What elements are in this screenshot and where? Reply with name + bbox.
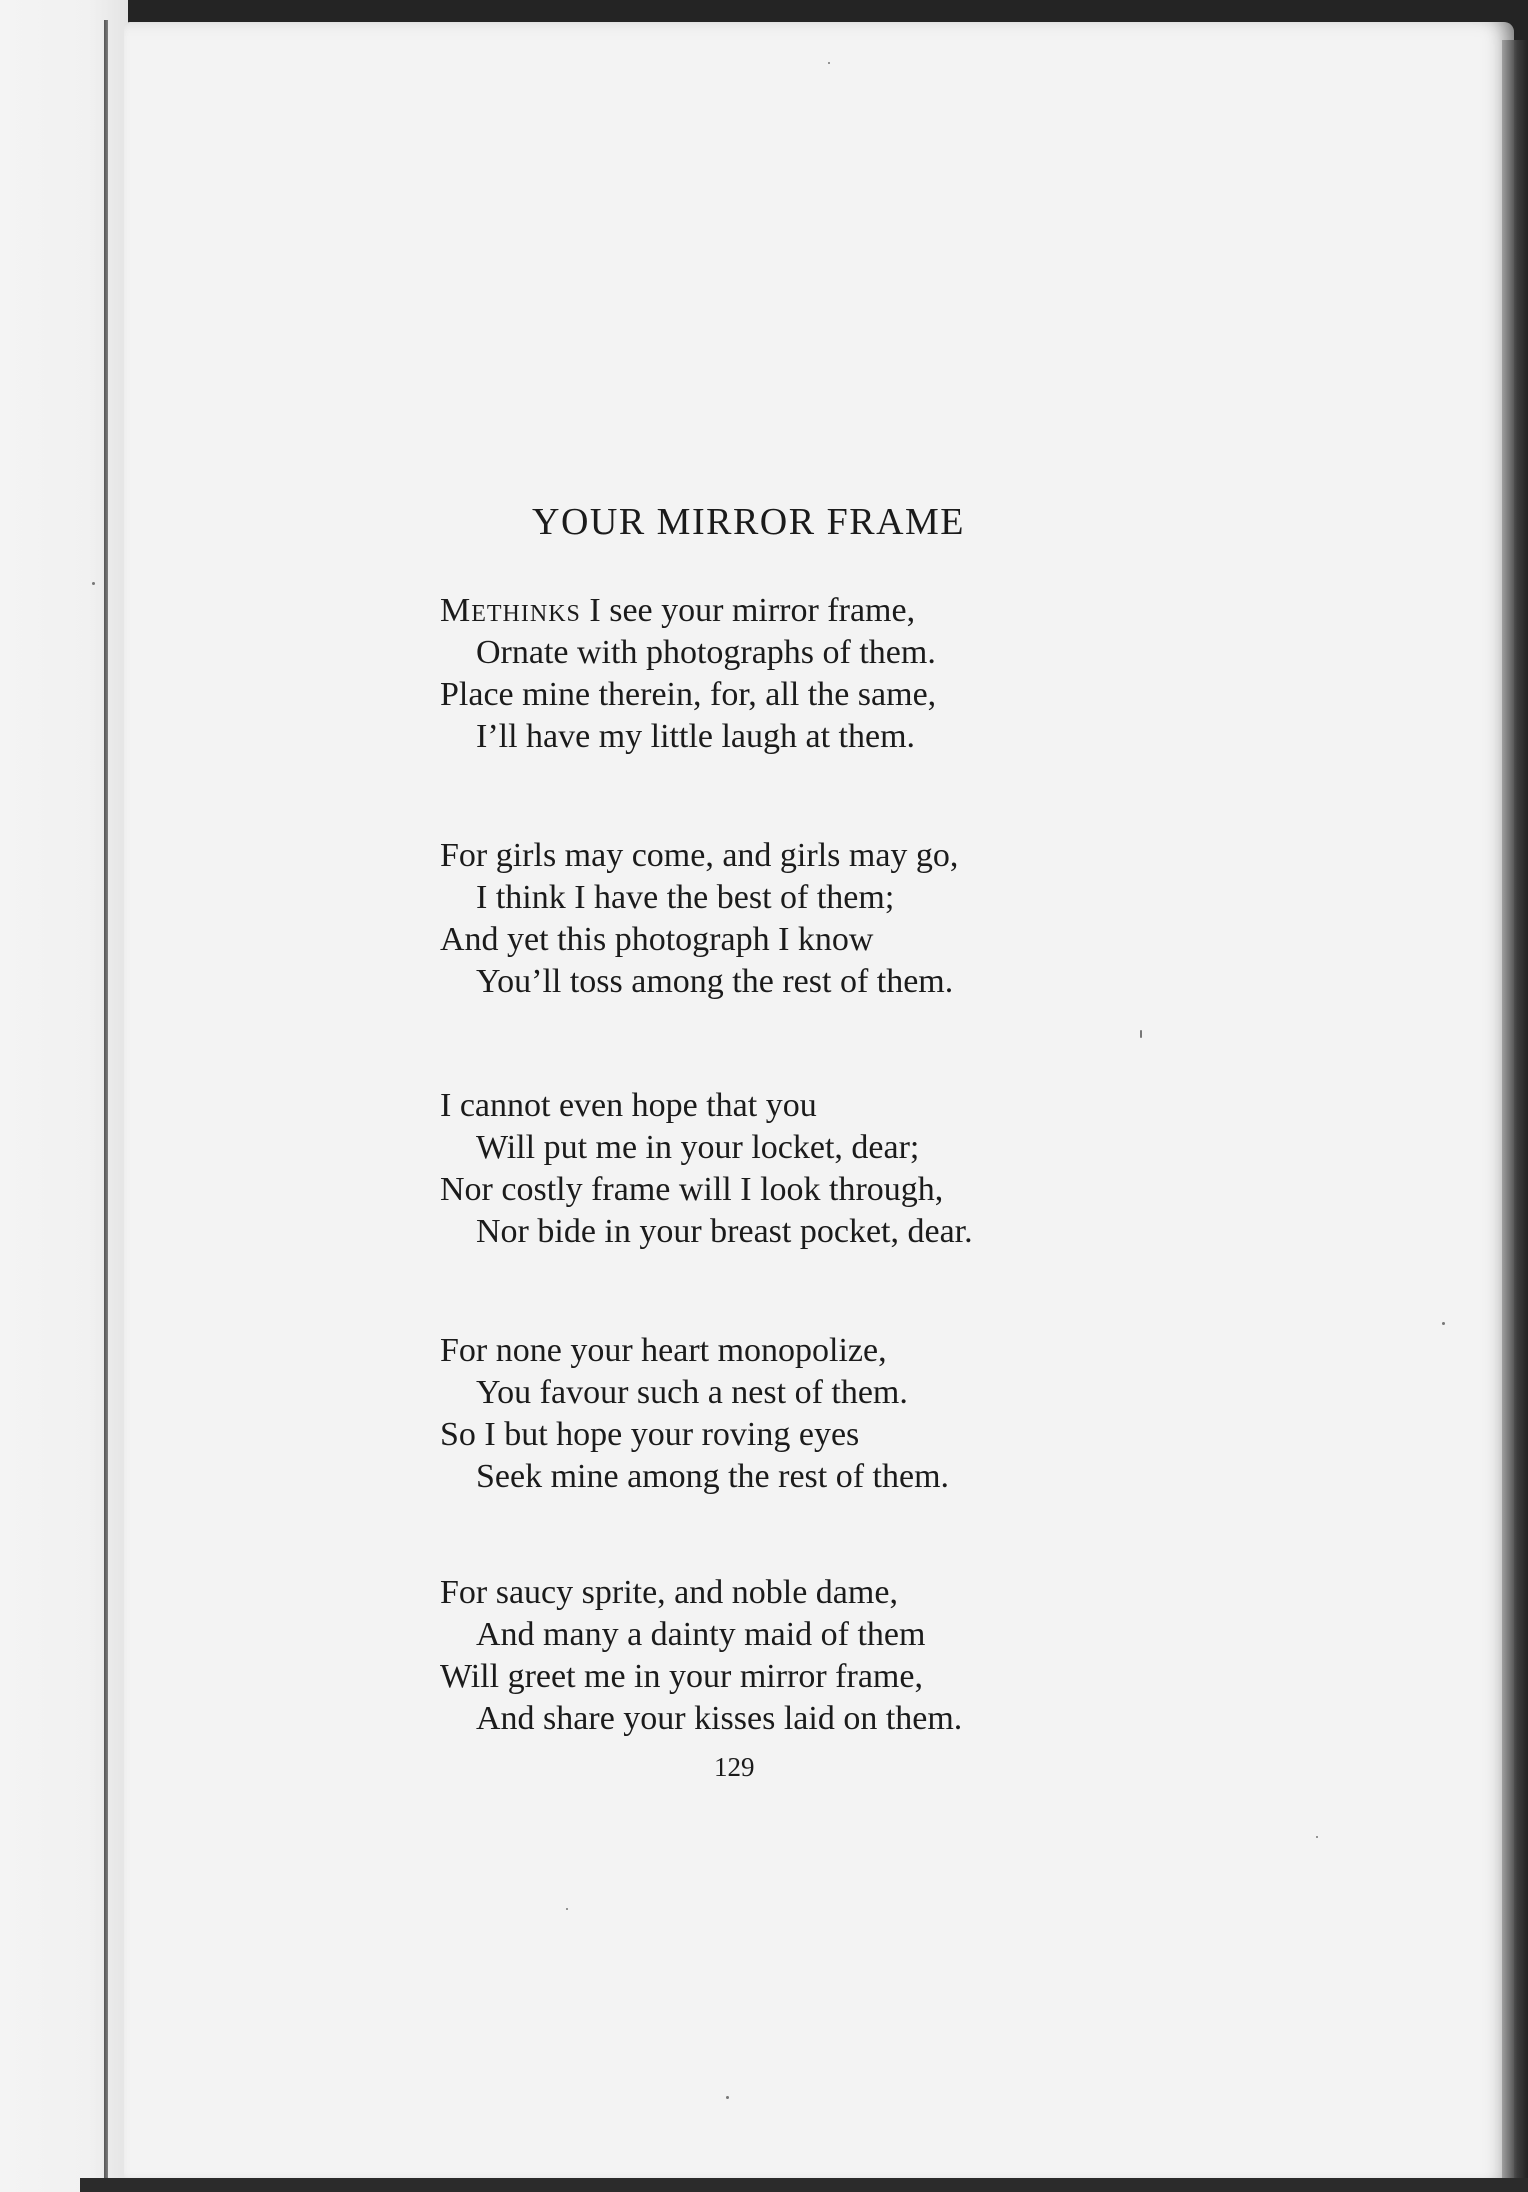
stanza-2 (440, 835, 1200, 1003)
poem-line: Seek mine among the rest of them. (476, 1458, 950, 1495)
poem-line: You’ll toss among the rest of them. (476, 963, 954, 1000)
stanza-3 (440, 1085, 1200, 1253)
poem-line: And yet this photograph I know (440, 921, 874, 958)
poem-line: And share your kisses laid on them. (476, 1700, 963, 1737)
poem-line: So I but hope your roving eyes (440, 1416, 860, 1453)
bottom-edge-shadow (80, 2178, 1528, 2192)
poem-line: For none your heart monopolize, (440, 1332, 887, 1369)
page-number: 129 (714, 1752, 755, 1782)
paper-speck (1442, 1322, 1445, 1325)
paper-speck (726, 2096, 729, 2099)
stanza-4 (440, 1330, 1200, 1498)
poem-title: YOUR MIRROR FRAME (532, 501, 966, 543)
opening-word: Methinks (440, 592, 581, 629)
page-fore-edge (1502, 40, 1528, 2192)
poem-line: I’ll have my little laugh at them. (476, 718, 916, 755)
book-gutter (104, 20, 108, 2180)
poem-line: Nor bide in your breast pocket, dear. (476, 1213, 973, 1250)
facing-page-edge (0, 0, 128, 2192)
poem-line: I cannot even hope that you (440, 1087, 817, 1124)
poem-line: For girls may come, and girls may go, (440, 837, 959, 874)
poem-line: You favour such a nest of them. (476, 1374, 908, 1411)
poem-line: Will greet me in your mirror frame, (440, 1658, 923, 1695)
paper-speck (1140, 1030, 1142, 1038)
poem-line: And many a dainty maid of them (476, 1616, 926, 1653)
poem-line: Nor costly frame will I look through, (440, 1171, 944, 1208)
paper-speck (828, 62, 830, 64)
poem-line: I think I have the best of them; (476, 879, 895, 916)
stanza-1 (440, 590, 1200, 758)
paper-speck (1316, 1836, 1318, 1838)
paper-speck (92, 582, 95, 585)
poem-line: Will put me in your locket, dear; (476, 1129, 920, 1166)
poem-line: Methinks I see your mirror frame, (440, 592, 916, 629)
poem-line: For saucy sprite, and noble dame, (440, 1574, 898, 1611)
poem-line: Ornate with photographs of them. (476, 634, 936, 671)
poem-line: Place mine therein, for, all the same, (440, 676, 937, 713)
paper-speck (566, 1908, 568, 1910)
stanza-5 (440, 1572, 1200, 1740)
